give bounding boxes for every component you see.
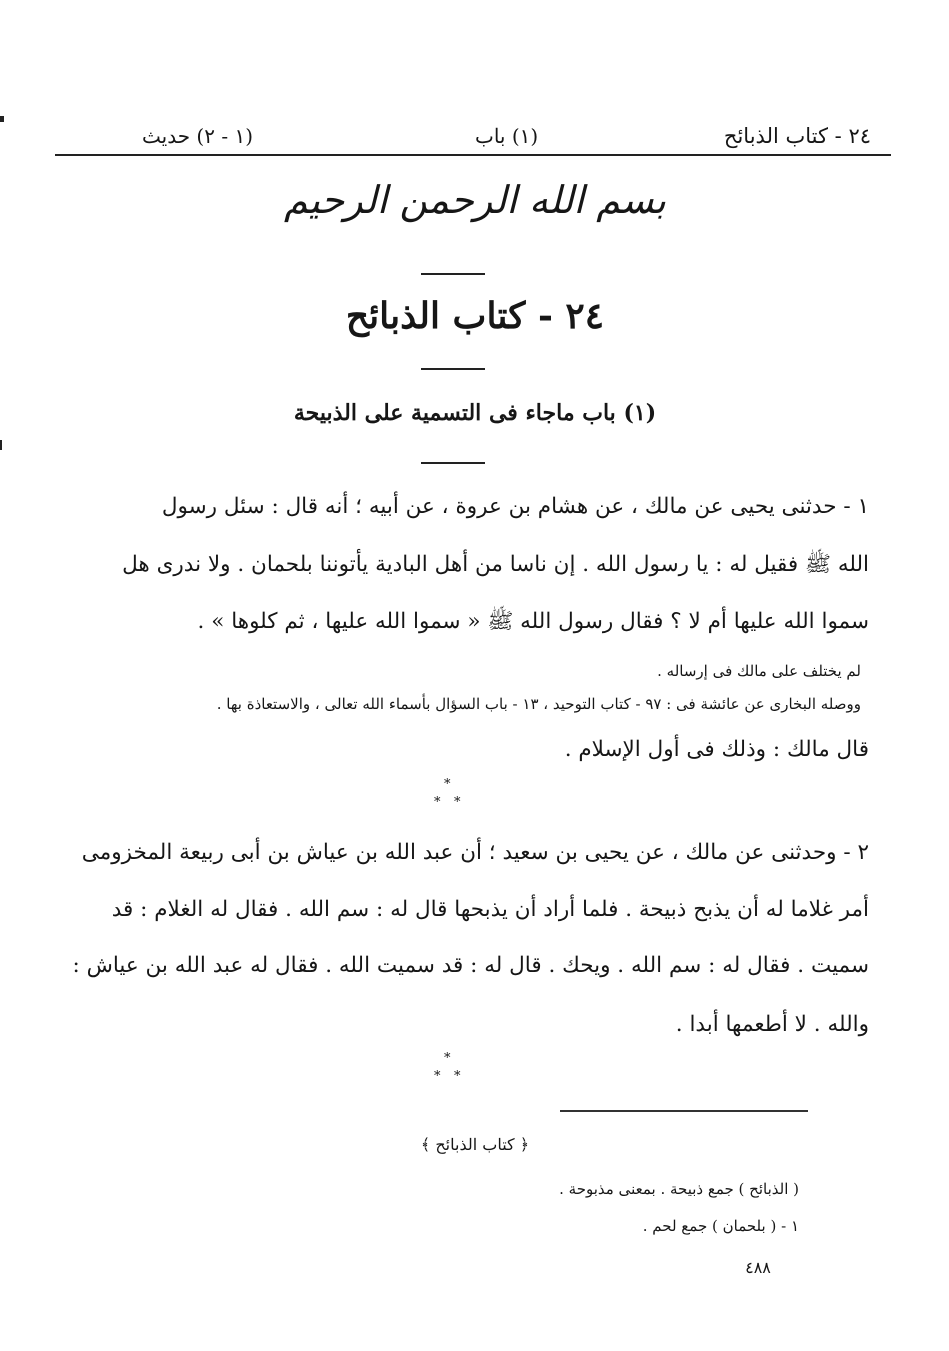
running-header: [60, 118, 891, 158]
hadith-line: أمر غلاما له أن يذبح ذبيحة . فلما أراد أن يذبحها قال له : سم الله . فقال له الغلام : قد: [111, 897, 869, 922]
hadith-line: الله ﷺ فقيل له : يا رسول الله . إن ناسا من أهل البادية يأتوننا بلحمان . ولا ندرى هل: [122, 552, 869, 577]
bab-title: (١) باب ماجاء فى التسمية على الذبيحة: [293, 400, 657, 426]
footnote: ( الذبائح ) جمع ذبيحة . بمعنى مذبوحة .: [559, 1180, 799, 1198]
divider: [421, 462, 485, 464]
scan-mark: [0, 440, 2, 450]
section-separator: [420, 778, 480, 818]
star-glyph: *: [444, 1051, 451, 1066]
header-bab: (١) باب: [475, 124, 539, 148]
star-glyph: *: [434, 1069, 441, 1084]
hadith-line: سميت . فقال له : سم الله . ويحك . قال له : قد سميت الله . فقال له عبد الله بن عياش :: [72, 953, 869, 978]
scan-mark: [0, 116, 4, 122]
hadith-note: لم يختلف على مالك فى إرساله .: [657, 662, 861, 680]
divider: [421, 368, 485, 370]
book-title: ٢٤ - كتاب الذبائح: [345, 295, 605, 337]
divider: [421, 273, 485, 275]
star-glyph: *: [454, 1069, 461, 1084]
basmala: بسم الله الرحمن الرحيم: [284, 178, 666, 222]
star-glyph: *: [434, 795, 441, 810]
header-book: ٢٤ - كتاب الذبائح: [723, 124, 871, 148]
hadith-line: ١ - حدثنى يحيى عن مالك ، عن هشام بن عروة ، عن أبيه ؛ أنه قال : سئل رسول: [161, 494, 869, 519]
hadith-line: ٢ - وحدثنى عن مالك ، عن يحيى بن سعيد ؛ أن عبد الله بن عياش بن أبى ربيعة المخزومى: [81, 840, 869, 865]
footnote-title: ﴿ كتاب الذبائح ﴾: [420, 1135, 530, 1154]
header-hadith: (١ - ٢) حديث: [142, 124, 254, 148]
footnote-rule: [560, 1110, 808, 1112]
star-glyph: *: [454, 795, 461, 810]
hadith-line: والله . لا أطعمها أبدا .: [675, 1012, 869, 1037]
hadith-note: ووصله البخارى عن عائشة فى : ٩٧ - كتاب التوحيد ، ١٣ - باب السؤال بأسماء الله تعالى ، والاستعاذة بها .: [216, 695, 861, 713]
header-rule: [55, 154, 891, 156]
section-separator: [420, 1052, 480, 1092]
hadith-line: سموا الله عليها أم لا ؟ فقال رسول الله ﷺ « سموا الله عليها ، ثم كلوها » .: [197, 609, 869, 634]
star-glyph: *: [444, 777, 451, 792]
hadith-closing: قال مالك : وذلك فى أول الإسلام .: [564, 737, 869, 762]
page-number: ٤٨٨: [745, 1258, 771, 1277]
footnote: ١ - ( بلحمان ) جمع لحم .: [642, 1217, 799, 1235]
